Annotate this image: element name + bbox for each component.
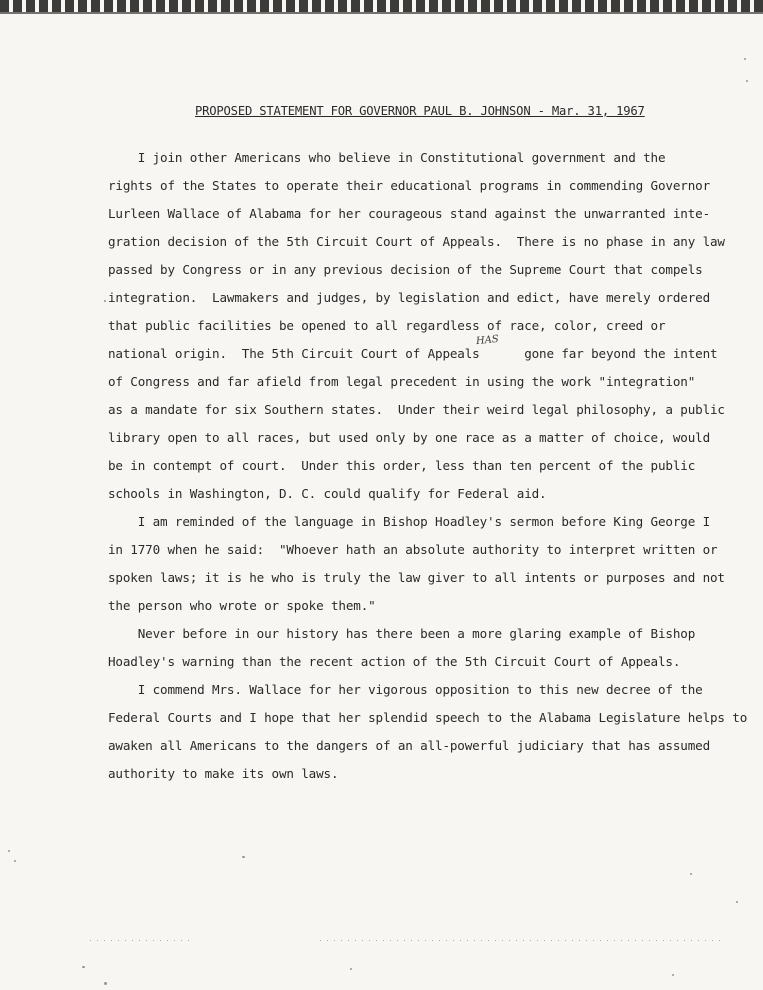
- scan-speck: [690, 873, 692, 875]
- scan-speck: [746, 80, 748, 82]
- body-line: be in contempt of court. Under this order, less than ten percent of the public: [108, 458, 696, 473]
- page-top-rule: [0, 12, 763, 14]
- body-line: I commend Mrs. Wallace for her vigorous opposition to this new decree of the: [108, 682, 703, 697]
- body-line: rights of the States to operate their educational programs in commending Governor: [108, 178, 710, 193]
- body-line: in 1770 when he said: "Whoever hath an absolute authority to interpret written or: [108, 542, 718, 557]
- scan-speck: [104, 982, 107, 985]
- body-line: as a mandate for six Southern states. Under their weird legal philosophy, a public: [108, 402, 725, 417]
- handwritten-correction: HAS: [475, 333, 500, 348]
- body-line: schools in Washington, D. C. could qualify for Federal aid.: [108, 486, 547, 501]
- scan-speck: [104, 300, 106, 302]
- scan-speck: [350, 968, 352, 970]
- body-line: spoken laws; it is he who is truly the law giver to all intents or purposes and not: [108, 570, 725, 585]
- body-line: passed by Congress or in any previous decision of the Supreme Court that compels: [108, 262, 703, 277]
- body-line: gration decision of the 5th Circuit Court of Appeals. There is no phase in any law: [108, 234, 725, 249]
- body-line: Lurleen Wallace of Alabama for her courageous stand against the unwarranted inte-: [108, 206, 710, 221]
- scan-speck: [82, 966, 85, 968]
- body-line: Federal Courts and I hope that her splendid speech to the Alabama Legislature helps to: [108, 710, 748, 725]
- scan-speck: [14, 860, 16, 862]
- body-line: of Congress and far afield from legal precedent in using the work "integration": [108, 374, 696, 389]
- scan-speck: [736, 901, 738, 903]
- document-title: PROPOSED STATEMENT FOR GOVERNOR PAUL B. JOHNSON - Mar. 31, 1967: [195, 104, 645, 118]
- scan-speck: [672, 974, 674, 976]
- scan-speck: [242, 856, 245, 858]
- body-line: library open to all races, but used only by one race as a matter of choice, would: [108, 430, 710, 445]
- body-line: I am reminded of the language in Bishop Hoadley's sermon before King George I: [108, 514, 710, 529]
- body-line: I join other Americans who believe in Constitutional government and the: [108, 150, 666, 165]
- body-line: integration. Lawmakers and judges, by legislation and edict, have merely ordered: [108, 290, 710, 305]
- page-top-edge: [0, 0, 763, 12]
- scan-dot-row: [320, 940, 720, 941]
- scan-dot-row: [90, 940, 190, 941]
- body-line: national origin. The 5th Circuit Court of Appeals gone far beyond the intent: [108, 346, 718, 361]
- body-line: Never before in our history has there been a more glaring example of Bishop: [108, 626, 696, 641]
- scan-speck: [8, 850, 10, 852]
- body-line: awaken all Americans to the dangers of an all-powerful judiciary that has assumed: [108, 738, 710, 753]
- scan-speck: [744, 58, 746, 60]
- body-line: the person who wrote or spoke them.": [108, 598, 376, 613]
- body-line: Hoadley's warning than the recent action of the 5th Circuit Court of Appeals.: [108, 654, 681, 669]
- body-line: authority to make its own laws.: [108, 766, 339, 781]
- body-line: that public facilities be opened to all regardless of race, color, creed or: [108, 318, 666, 333]
